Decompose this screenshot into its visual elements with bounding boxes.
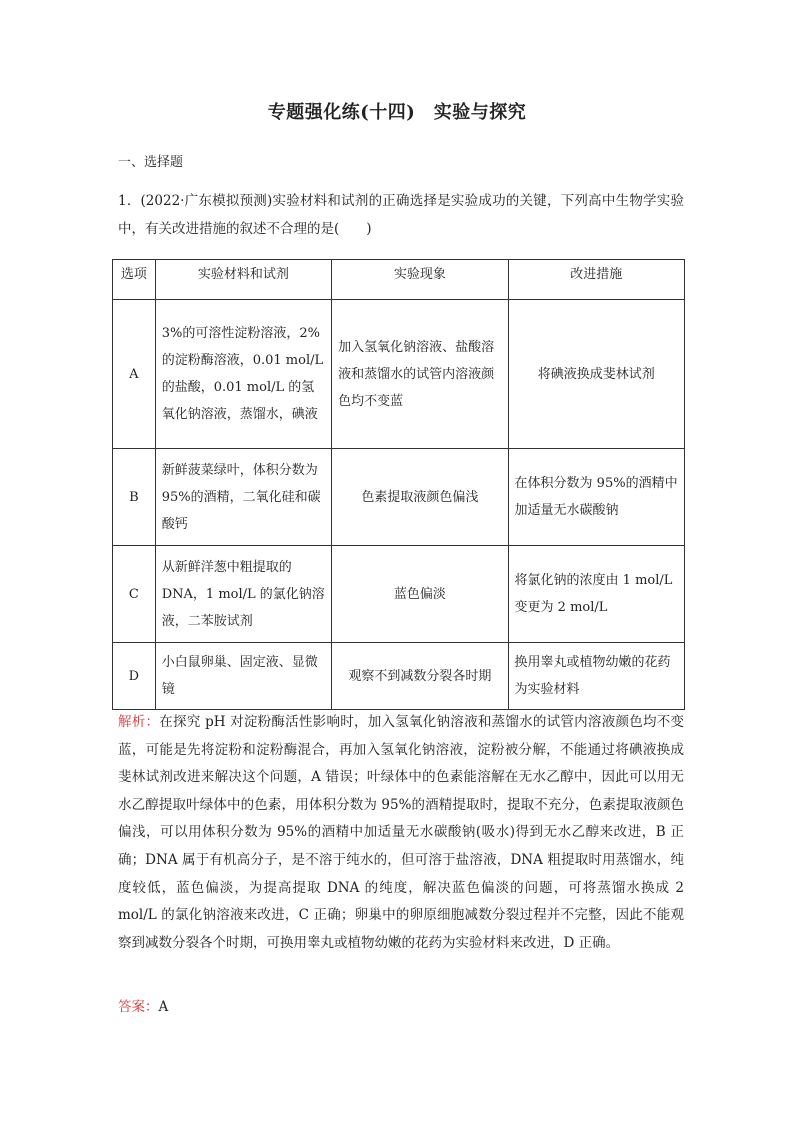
phenomenon-cell: 蓝色偏淡 xyxy=(332,546,508,643)
improvement-cell: 换用睾丸或植物幼嫩的花药为实验材料 xyxy=(508,643,684,710)
phenomenon-cell: 色素提取液颜色偏浅 xyxy=(332,449,508,546)
answer-line xyxy=(118,995,168,1015)
header-phenomenon: 实验现象 xyxy=(332,260,508,300)
materials-cell: 从新鲜洋葱中粗提取的 DNA，1 mol/L 的氯化钠溶液，二苯胺试剂 xyxy=(155,546,331,643)
header-option: 选项 xyxy=(113,260,156,300)
phenomenon-cell: 观察不到减数分裂各时期 xyxy=(332,643,508,710)
analysis-text: 在探究 pH 对淀粉酶活性影响时，加入氢氧化钠溶液和蒸馏水的试管内溶液颜色均不变蓝，可能是先将淀粉和淀粉酶混合，再加入氢氧化钠溶液，淀粉被分解，不能通过将碘液换成斐林试剂改进来解决这个问题，A 错误；叶绿体中的色素能溶解在无水乙醇中，因此可以用无水乙醇提取叶绿体中的色素，用体积分数为 95%的酒精提取时，提取不充分，色素提取液颜色偏浅，可以用体积分数为 95%的酒精中加适量无水碳酸钠(吸水)得到无水乙醇来改进，B 正确；DNA 属于有机高分子，是不溶于纯水的，但可溶于盐溶液，DNA 粗提取时用蒸馏水，纯度较低，蓝色偏淡，为提高提取 DNA 的纯度，解决蓝色偏淡的问题，可将蒸馏水换成 2 mol/L 的氯化钠溶液来改进，C 正确；卵巢中的卵原细胞减数分裂过程并不完整，因此不能观察到减数分裂各个时期，可换用睾丸或植物幼嫩的花药为实验材料来改进，D 正确。 xyxy=(118,714,685,951)
materials-cell: 3%的可溶性淀粉溶液，2%的淀粉酶溶液，0.01 mol/L 的盐酸，0.01 mol/L 的氢氧化钠溶液，蒸馏水，碘液 xyxy=(155,300,331,449)
header-improvement: 改进措施 xyxy=(508,260,684,300)
option-label: C xyxy=(113,546,156,643)
options-table xyxy=(112,259,685,710)
option-label: A xyxy=(113,300,156,449)
analysis-label: 解析： xyxy=(118,714,160,730)
question-stem: 1．(2022·广东模拟预测)实验材料和试剂的正确选择是实验成功的关键，下列高中生物学实验中，有关改进措施的叙述不合理的是( ) xyxy=(118,193,684,237)
materials-cell: 新鲜菠菜绿叶，体积分数为 95%的酒精，二氧化硅和碳酸钙 xyxy=(155,449,331,546)
table-header-row xyxy=(113,260,685,300)
option-label: D xyxy=(113,643,156,710)
answer-label: 答案： xyxy=(118,999,159,1015)
materials-cell: 小白鼠卵巢、固定液、显微镜 xyxy=(155,643,331,710)
section-heading: 一、选择题 xyxy=(118,155,184,170)
analysis-paragraph xyxy=(118,709,684,957)
table-row xyxy=(113,449,685,546)
table-row xyxy=(113,643,685,710)
answer-value: A xyxy=(158,999,169,1015)
improvement-cell: 在体积分数为 95%的酒精中加适量无水碳酸钠 xyxy=(508,449,684,546)
phenomenon-cell: 加入氢氧化钠溶液、盐酸溶液和蒸馏水的试管内溶液颜色均不变蓝 xyxy=(332,300,508,449)
option-label: B xyxy=(113,449,156,546)
header-materials: 实验材料和试剂 xyxy=(155,260,331,300)
table-row xyxy=(113,300,685,449)
improvement-cell: 将碘液换成斐林试剂 xyxy=(508,300,684,449)
table-row xyxy=(113,546,685,643)
page-title: 专题强化练(十四) 实验与探究 xyxy=(267,102,527,123)
improvement-cell: 将氯化钠的浓度由 1 mol/L 变更为 2 mol/L xyxy=(508,546,684,643)
